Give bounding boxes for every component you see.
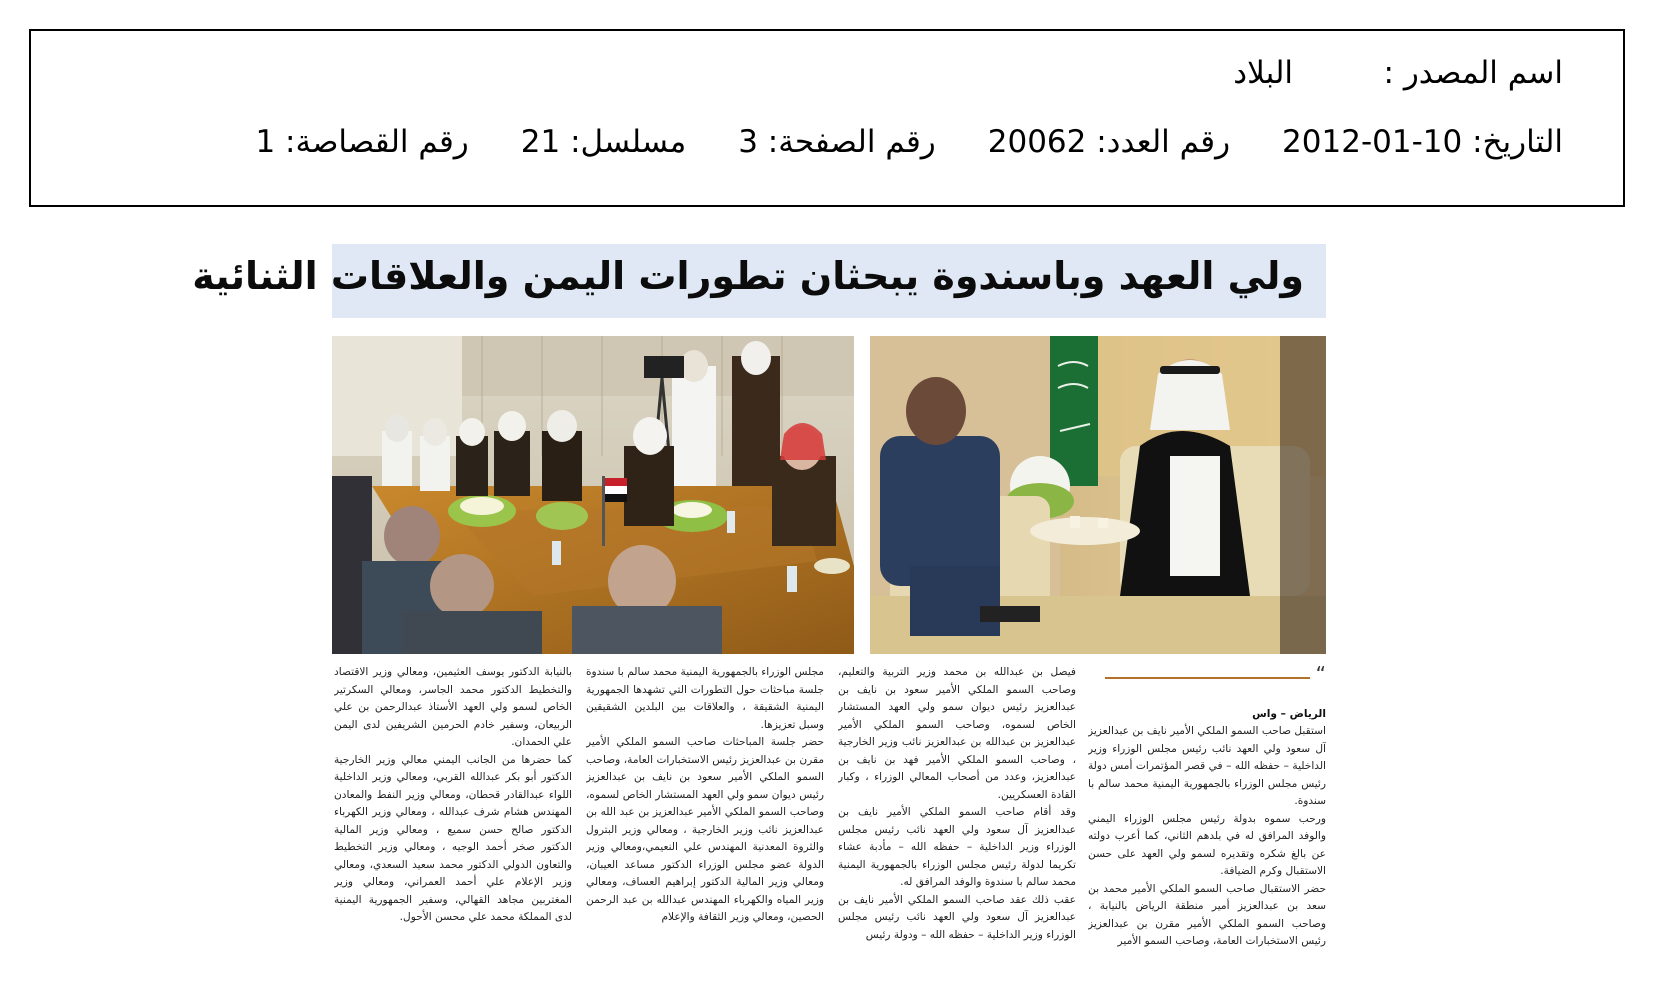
serial-field: مسلسل: 21 [520,124,687,160]
meeting-photo [332,336,854,654]
article-paragraph: استقبل صاحب السمو الملكي الأمير نايف بن عبدالعزيز آل سعود ولي العهد نائب رئيس مجلس الوزراء وزير الداخلية – حفظه الله – في قصر المؤتمرات أمس دولة رئيس مجلس الوزراء بالجمهورية اليمنية محمد سالم با سندوة. [1088,725,1326,807]
article-paragraph: حضر جلسة المباحثات صاحب السمو الملكي الأمير مقرن بن عبدالعزيز رئيس الاستخبارات العامة، وصاحب السمو الملكي الأمير سعود بن نايف بن عبدالعزيز رئيس ديوان سمو ولي العهد المستشار الخاص لسموه، وصاحب السمو الملكي الأمير عبدالعزيز بن عبد الله بن عبدالعزيز نائب وزير الخارجية ، ومعالي وزير البترول والثروة المعدنية المهندس علي النعيمي،ومعالي وزير الدولة عضو مجلس الوزراء الدكتور مساعد العيبان، ومعالي وزير المالية الدكتور إبراهيم العساف، ومعالي وزير المياه والكهرباء المهندس عبدالله بن عبد الرحمن الحصين، ومعالي وزير الثقافة والإعلام [586,736,824,923]
article-column-3 [586,664,824,974]
source-line [1233,55,1563,91]
source-value: البلاد [1233,55,1293,91]
source-label: اسم المصدر : [1383,55,1563,91]
article-paragraph: كما حضرها من الجانب اليمني معالي وزير الخارجية الدكتور أبو بكر عبدالله القربي، ومعالي وزير الداخلية اللواء عبدالقادر قحطان، ومعالي وزير النفط والمعادن المهندس هشام شرف عبدالله ، ومعالي وزير الكهرباء الدكتور صالح حسن سميع ، ومعالي وزير المالية الدكتور صخر أحمد الوجيه ، ومعالي وزير التخطيط والتعاون الدولي الدكتور محمد سعيد السعدي، ومعالي وزير الإعلام علي أحمد العمراني، ومعالي وزير المغتربين مجاهد القهالي، وسفير الجمهورية اليمنية لدى المملكة محمد علي محسن الأحول. [334,753,572,923]
headline-banner [192,244,1326,318]
article-headline: ولي العهد وباسندوة يبحثان تطورات اليمن والعلاقات الثنائية [192,254,1304,298]
meeting-table-image [332,336,854,654]
newspaper-clipping [192,244,1337,979]
date-field: التاريخ: 10-01-2012 [1282,124,1563,160]
article-paragraph: وقد أقام صاحب السمو الملكي الأمير نايف بن عبدالعزيز آل سعود ولي العهد نائب رئيس مجلس الوزراء وزير الداخلية – حفظه الله – مأدبة عشاء تكريما لدولة رئيس مجلس الوزراء بالجمهورية اليمنية محمد سالم با سندوة والوفد المرافق له. [838,806,1076,888]
leaders-photo [870,336,1326,654]
article-body [332,664,1326,974]
source-info-box [29,29,1625,207]
issue-line [255,124,1563,160]
clip-number-field: رقم القصاصة: 1 [255,124,469,160]
article-paragraph: فيصل بن عبدالله بن محمد وزير التربية والتعليم، وصاحب السمو الملكي الأمير سعود بن نايف بن عبدالعزيز رئيس ديوان سمو ولي العهد المستشار الخاص لسموه، وصاحب السمو الملكي الأمير عبدالعزيز بن عبدالله بن عبدالعزيز نائب وزير الخارجية ، وصاحب السمو الملكي الأمير فهد بن نايف بن عبدالعزيز، وعدد من أصحاب المعالي الوزراء ، وكبار القادة العسكريين. [838,666,1076,801]
article-paragraph: ورحب سموه بدولة رئيس مجلس الوزراء اليمني والوفد المرافق له في بلدهم الثاني، كما أعرب دولته عن بالغ شكره وتقديره لسمو ولي العهد على حسن الاستقبال وكرم الضيافة. [1088,812,1326,877]
article-column-4 [334,664,572,974]
article-column-1 [1088,664,1326,974]
leaders-seated-image [870,336,1326,654]
article-paragraph: مجلس الوزراء بالجمهورية اليمنية محمد سالم با سندوة جلسة مباحثات حول التطورات التي تشهدها الجمهورية اليمنية الشقيقة ، والعلاقات بين البلدين الشقيقين وسبل تعزيزها. [586,666,824,731]
article-paragraph: حضر الاستقبال صاحب السمو الملكي الأمير محمد بن سعد بن عبدالعزيز أمير منطقة الرياض بالنيابة ، وصاحب السمو الملكي الأمير مقرن بن عبدالعزيز رئيس الاستخبارات العامة، وصاحب السمو الأمير [1088,882,1326,947]
page-number-field: رقم الصفحة: 3 [738,124,936,160]
article-dateline: الرياض – واس [1252,707,1326,720]
article-column-2 [838,664,1076,974]
article-paragraph: بالنيابة الدكتور يوسف العثيمين، ومعالي وزير الاقتصاد والتخطيط الدكتور محمد الجاسر، ومعالي السكرتير الخاص لسمو ولي العهد الأستاذ عبدالرحمن بن علي الربيعان، وسفير خادم الحرمين الشريفين لدى اليمن علي الحمدان. [334,666,572,748]
article-paragraph: عقب ذلك عقد صاحب السمو الملكي الأمير نايف بن عبدالعزيز آل سعود ولي العهد نائب رئيس مجلس الوزراء وزير الداخلية – حفظه الله – ودولة رئيس [838,893,1076,941]
issue-number-field: رقم العدد: 20062 [987,124,1231,160]
accent-rule [1105,677,1310,679]
quote-mark: “ [1315,664,1326,686]
